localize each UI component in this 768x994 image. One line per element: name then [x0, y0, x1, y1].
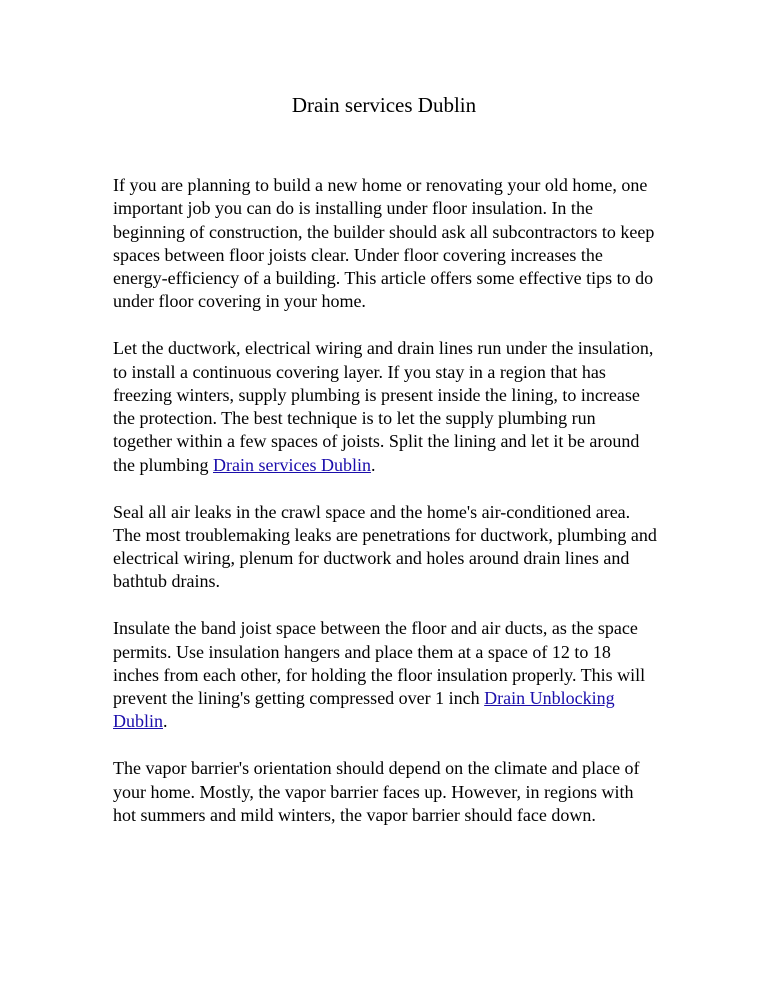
document-body [113, 174, 658, 851]
paragraph-2 [113, 337, 658, 477]
drain-services-dublin-link[interactable]: Drain services Dublin [213, 454, 371, 475]
drain-unblocking-dublin-link[interactable]: Drain Unblocking Dublin [113, 688, 615, 732]
paragraph-3 [113, 501, 658, 594]
paragraph-text: If you are planning to build a new home or renovating your old home, one important job you can do is installing under floor insulation. In the beginning of construction, the builder should ask all subcontractors to keep spaces between floor joists clear. Under floor covering increases the energy-efficiency of a building. This article offers some effective tips to do under floor covering in your home. [113, 175, 655, 312]
paragraph-text: The vapor barrier's orientation should depend on the climate and place of your home. Mostly, the vapor barrier faces up. However, in regions with hot summers and mild winters, the vapor barrier should face down. [113, 758, 640, 825]
paragraph-punctuation: . [370, 454, 376, 475]
paragraph-punctuation: . [163, 711, 168, 732]
paragraph-5 [113, 757, 658, 827]
paragraph-4 [113, 617, 658, 733]
paragraph-text: Let the ductwork, electrical wiring and drain lines run under the insulation, to install a continuous covering layer. If you stay in a region that has freezing winters, supply plumbing is present inside the lining, to increase the protection. The best technique is to let the supply plumbing run together within a few spaces of joists. Split the lining and let it be around the plumbing [113, 338, 654, 475]
paragraph-text: Seal all air leaks in the crawl space and the home's air-conditioned area. The most troublemaking leaks are penetrations for ductwork, plumbing and electrical wiring, plenum for ductwork and holes around drain lines and bathtub drains. [113, 501, 657, 592]
document-title: Drain services Dublin [291, 93, 477, 117]
paragraph-text: Insulate the band joist space between the floor and air ducts, as the space permits. Use insulation hangers and place them at a space of 12 to 18 inches from each other, for holding the floor insulation properly. This will prevent the lining's getting compressed over 1 inch [113, 618, 646, 709]
paragraph-1 [113, 174, 658, 314]
